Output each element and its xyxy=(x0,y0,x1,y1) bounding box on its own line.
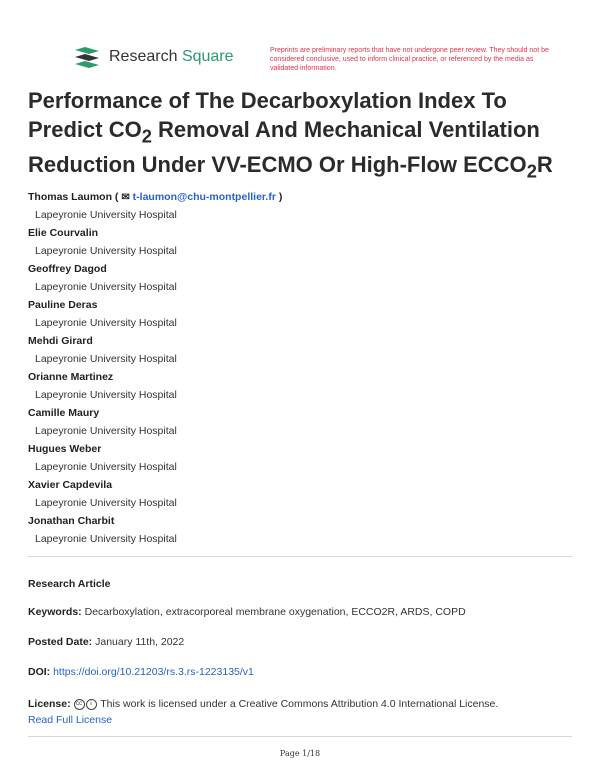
author-affiliation: Lapeyronie University Hospital xyxy=(35,389,177,401)
paper-title xyxy=(28,86,578,186)
author-name: Elie Courvalin xyxy=(28,227,99,239)
author-affiliation: Lapeyronie University Hospital xyxy=(35,425,177,437)
author-affiliation: Lapeyronie University Hospital xyxy=(35,317,177,329)
author-entry xyxy=(28,333,568,369)
author-entry xyxy=(28,261,568,297)
envelope-icon: ✉ xyxy=(121,192,130,203)
logo-text xyxy=(109,48,234,66)
author-entry xyxy=(28,477,568,513)
section-divider xyxy=(28,556,572,557)
author-name: Jonathan Charbit xyxy=(28,515,115,527)
title-subscript-1: 2 xyxy=(141,125,152,147)
author-entry xyxy=(28,297,568,333)
title-part-3: R xyxy=(536,152,553,178)
article-type: Research Article xyxy=(28,578,111,590)
author-affiliation: Lapeyronie University Hospital xyxy=(35,353,177,365)
research-square-logo[interactable] xyxy=(73,46,234,68)
author-entry xyxy=(28,513,568,549)
author-affiliation: Lapeyronie University Hospital xyxy=(35,497,177,509)
author-entry xyxy=(28,225,568,261)
author-name: Thomas Laumon ( ✉ t-laumon@chu-montpellier.fr ) xyxy=(28,191,283,203)
page-number: Page 1/18 xyxy=(279,749,321,758)
keywords-value: Decarboxylation, extracorporeal membrane oxygenation, ECCO2R, ARDS, COPD xyxy=(84,606,466,618)
author-name: Geoffrey Dagod xyxy=(28,263,107,275)
author-entry xyxy=(28,189,568,225)
author-affiliation: Lapeyronie University Hospital xyxy=(35,245,177,257)
author-name: Pauline Deras xyxy=(28,299,98,311)
keywords xyxy=(28,606,572,618)
author-entry xyxy=(28,441,568,477)
author-name: Mehdi Girard xyxy=(28,335,93,347)
logo-word-square: Square xyxy=(181,48,234,65)
doi-link[interactable]: https://doi.org/10.21203/rs.3.rs-1223135/v1 xyxy=(53,666,254,678)
logo-word-research: Research xyxy=(109,48,178,65)
title-part-2: Removal And Mechanical Ventilation Reduction Under VV-ECMO Or High-Flow ECCO xyxy=(28,117,540,178)
posted-date-label: Posted Date: xyxy=(28,636,93,648)
author-email-link[interactable]: t-laumon@chu-montpellier.fr xyxy=(132,191,276,203)
posted-date-value: January 11th, 2022 xyxy=(95,636,185,648)
author-name: Camille Maury xyxy=(28,407,100,419)
author-name: Orianne Martinez xyxy=(28,371,114,383)
creative-commons-icon: cc xyxy=(74,699,85,710)
title-subscript-2: 2 xyxy=(526,160,537,182)
author-affiliation: Lapeyronie University Hospital xyxy=(35,281,177,293)
keywords-label: Keywords: xyxy=(28,606,82,618)
author-name: Hugues Weber xyxy=(28,443,102,455)
license xyxy=(28,696,572,728)
author-affiliation: Lapeyronie University Hospital xyxy=(35,461,177,473)
attribution-icon: i xyxy=(86,699,97,710)
title-part-1: Performance of The Decarboxylation Index To Predict CO xyxy=(28,88,507,142)
license-text: This work is licensed under a Creative Commons Attribution 4.0 International License. xyxy=(100,698,499,710)
author-name: Xavier Capdevila xyxy=(28,479,113,491)
footer-divider xyxy=(28,736,572,737)
research-square-logo-icon xyxy=(73,46,101,68)
author-entry xyxy=(28,369,568,405)
posted-date xyxy=(28,636,572,648)
author-affiliation: Lapeyronie University Hospital xyxy=(35,533,177,545)
license-label: License: xyxy=(28,698,71,710)
doi xyxy=(28,666,572,678)
doi-label: DOI: xyxy=(28,666,51,678)
author-list xyxy=(28,189,568,549)
author-entry xyxy=(28,405,568,441)
preprint-disclaimer: Preprints are preliminary reports that have not undergone peer review. They should not be considered conclusive, used to inform clinical practice, or referenced by the media as validated information. xyxy=(270,47,549,72)
read-full-license-link[interactable]: Read Full License xyxy=(28,714,113,726)
author-affiliation: Lapeyronie University Hospital xyxy=(35,209,177,221)
